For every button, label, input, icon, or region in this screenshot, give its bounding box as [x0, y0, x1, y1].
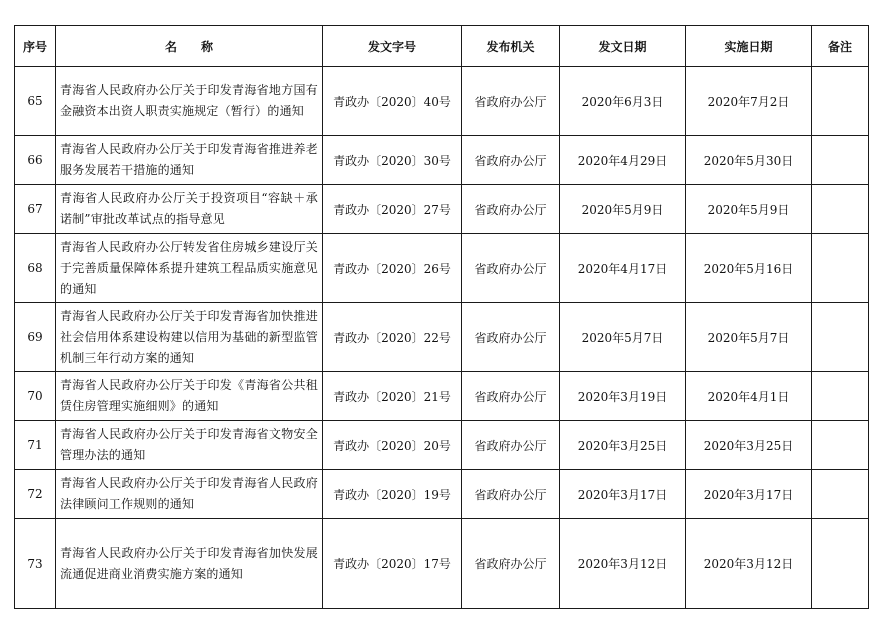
table-header	[15, 26, 869, 67]
row-issue-date: 2020年4月29日	[560, 136, 686, 185]
header-no: 序号	[15, 26, 56, 67]
table-row	[15, 303, 869, 372]
row-effective-date: 2020年5月16日	[686, 234, 812, 303]
row-effective-date: 2020年3月17日	[686, 470, 812, 519]
table-row	[15, 234, 869, 303]
row-effective-date: 2020年4月1日	[686, 372, 812, 421]
table-row	[15, 185, 869, 234]
row-no: 65	[15, 67, 56, 136]
row-remarks	[812, 421, 869, 470]
table-row	[15, 372, 869, 421]
row-remarks	[812, 67, 869, 136]
row-issuer: 省政府办公厅	[462, 372, 560, 421]
header-issuer: 发布机关	[462, 26, 560, 67]
row-doc-no: 青政办〔2020〕40号	[323, 67, 462, 136]
row-no: 69	[15, 303, 56, 372]
row-issue-date: 2020年6月3日	[560, 67, 686, 136]
row-issue-date: 2020年3月17日	[560, 470, 686, 519]
row-issuer: 省政府办公厅	[462, 185, 560, 234]
row-doc-no: 青政办〔2020〕19号	[323, 470, 462, 519]
row-no: 66	[15, 136, 56, 185]
header-name: 名 称	[56, 26, 323, 67]
table-row	[15, 470, 869, 519]
row-issuer: 省政府办公厅	[462, 234, 560, 303]
row-no: 68	[15, 234, 56, 303]
row-issue-date: 2020年3月25日	[560, 421, 686, 470]
row-issue-date: 2020年5月7日	[560, 303, 686, 372]
row-effective-date: 2020年3月12日	[686, 519, 812, 609]
row-doc-no: 青政办〔2020〕20号	[323, 421, 462, 470]
row-effective-date: 2020年3月25日	[686, 421, 812, 470]
row-doc-no: 青政办〔2020〕17号	[323, 519, 462, 609]
row-effective-date: 2020年5月9日	[686, 185, 812, 234]
row-no: 71	[15, 421, 56, 470]
row-name: 青海省人民政府办公厅关于印发青海省地方国有金融资本出资人职责实施规定（暂行）的通知	[56, 67, 323, 136]
row-no: 70	[15, 372, 56, 421]
row-issue-date: 2020年5月9日	[560, 185, 686, 234]
row-effective-date: 2020年7月2日	[686, 67, 812, 136]
regulations-table	[14, 25, 869, 609]
row-issue-date: 2020年3月19日	[560, 372, 686, 421]
row-name: 青海省人民政府办公厅关于印发青海省加快发展流通促进商业消费实施方案的通知	[56, 519, 323, 609]
row-remarks	[812, 519, 869, 609]
row-doc-no: 青政办〔2020〕21号	[323, 372, 462, 421]
row-name: 青海省人民政府办公厅关于印发青海省加快推进社会信用体系建设构建以信用为基础的新型监管机制三年行动方案的通知	[56, 303, 323, 372]
table-row	[15, 421, 869, 470]
row-issuer: 省政府办公厅	[462, 303, 560, 372]
row-doc-no: 青政办〔2020〕27号	[323, 185, 462, 234]
row-remarks	[812, 372, 869, 421]
row-name: 青海省人民政府办公厅关于投资项目“容缺＋承诺制”审批改革试点的指导意见	[56, 185, 323, 234]
row-name: 青海省人民政府办公厅关于印发《青海省公共租赁住房管理实施细则》的通知	[56, 372, 323, 421]
row-remarks	[812, 470, 869, 519]
table-row	[15, 67, 869, 136]
header-doc-no: 发文字号	[323, 26, 462, 67]
row-name: 青海省人民政府办公厅关于印发青海省人民政府法律顾问工作规则的通知	[56, 470, 323, 519]
row-remarks	[812, 185, 869, 234]
table-body	[15, 67, 869, 609]
row-issue-date: 2020年3月12日	[560, 519, 686, 609]
row-name: 青海省人民政府办公厅转发省住房城乡建设厅关于完善质量保障体系提升建筑工程品质实施意见的通知	[56, 234, 323, 303]
row-no: 72	[15, 470, 56, 519]
row-effective-date: 2020年5月30日	[686, 136, 812, 185]
row-doc-no: 青政办〔2020〕30号	[323, 136, 462, 185]
row-doc-no: 青政办〔2020〕22号	[323, 303, 462, 372]
header-row	[15, 26, 869, 67]
row-issuer: 省政府办公厅	[462, 519, 560, 609]
row-remarks	[812, 303, 869, 372]
row-effective-date: 2020年5月7日	[686, 303, 812, 372]
row-no: 67	[15, 185, 56, 234]
row-issue-date: 2020年4月17日	[560, 234, 686, 303]
row-remarks	[812, 136, 869, 185]
row-issuer: 省政府办公厅	[462, 421, 560, 470]
row-remarks	[812, 234, 869, 303]
row-name: 青海省人民政府办公厅关于印发青海省文物安全管理办法的通知	[56, 421, 323, 470]
header-effective-date: 实施日期	[686, 26, 812, 67]
header-remarks: 备注	[812, 26, 869, 67]
row-no: 73	[15, 519, 56, 609]
row-doc-no: 青政办〔2020〕26号	[323, 234, 462, 303]
row-issuer: 省政府办公厅	[462, 67, 560, 136]
table-row	[15, 519, 869, 609]
row-issuer: 省政府办公厅	[462, 470, 560, 519]
header-issue-date: 发文日期	[560, 26, 686, 67]
table-row	[15, 136, 869, 185]
row-issuer: 省政府办公厅	[462, 136, 560, 185]
row-name: 青海省人民政府办公厅关于印发青海省推进养老服务发展若干措施的通知	[56, 136, 323, 185]
